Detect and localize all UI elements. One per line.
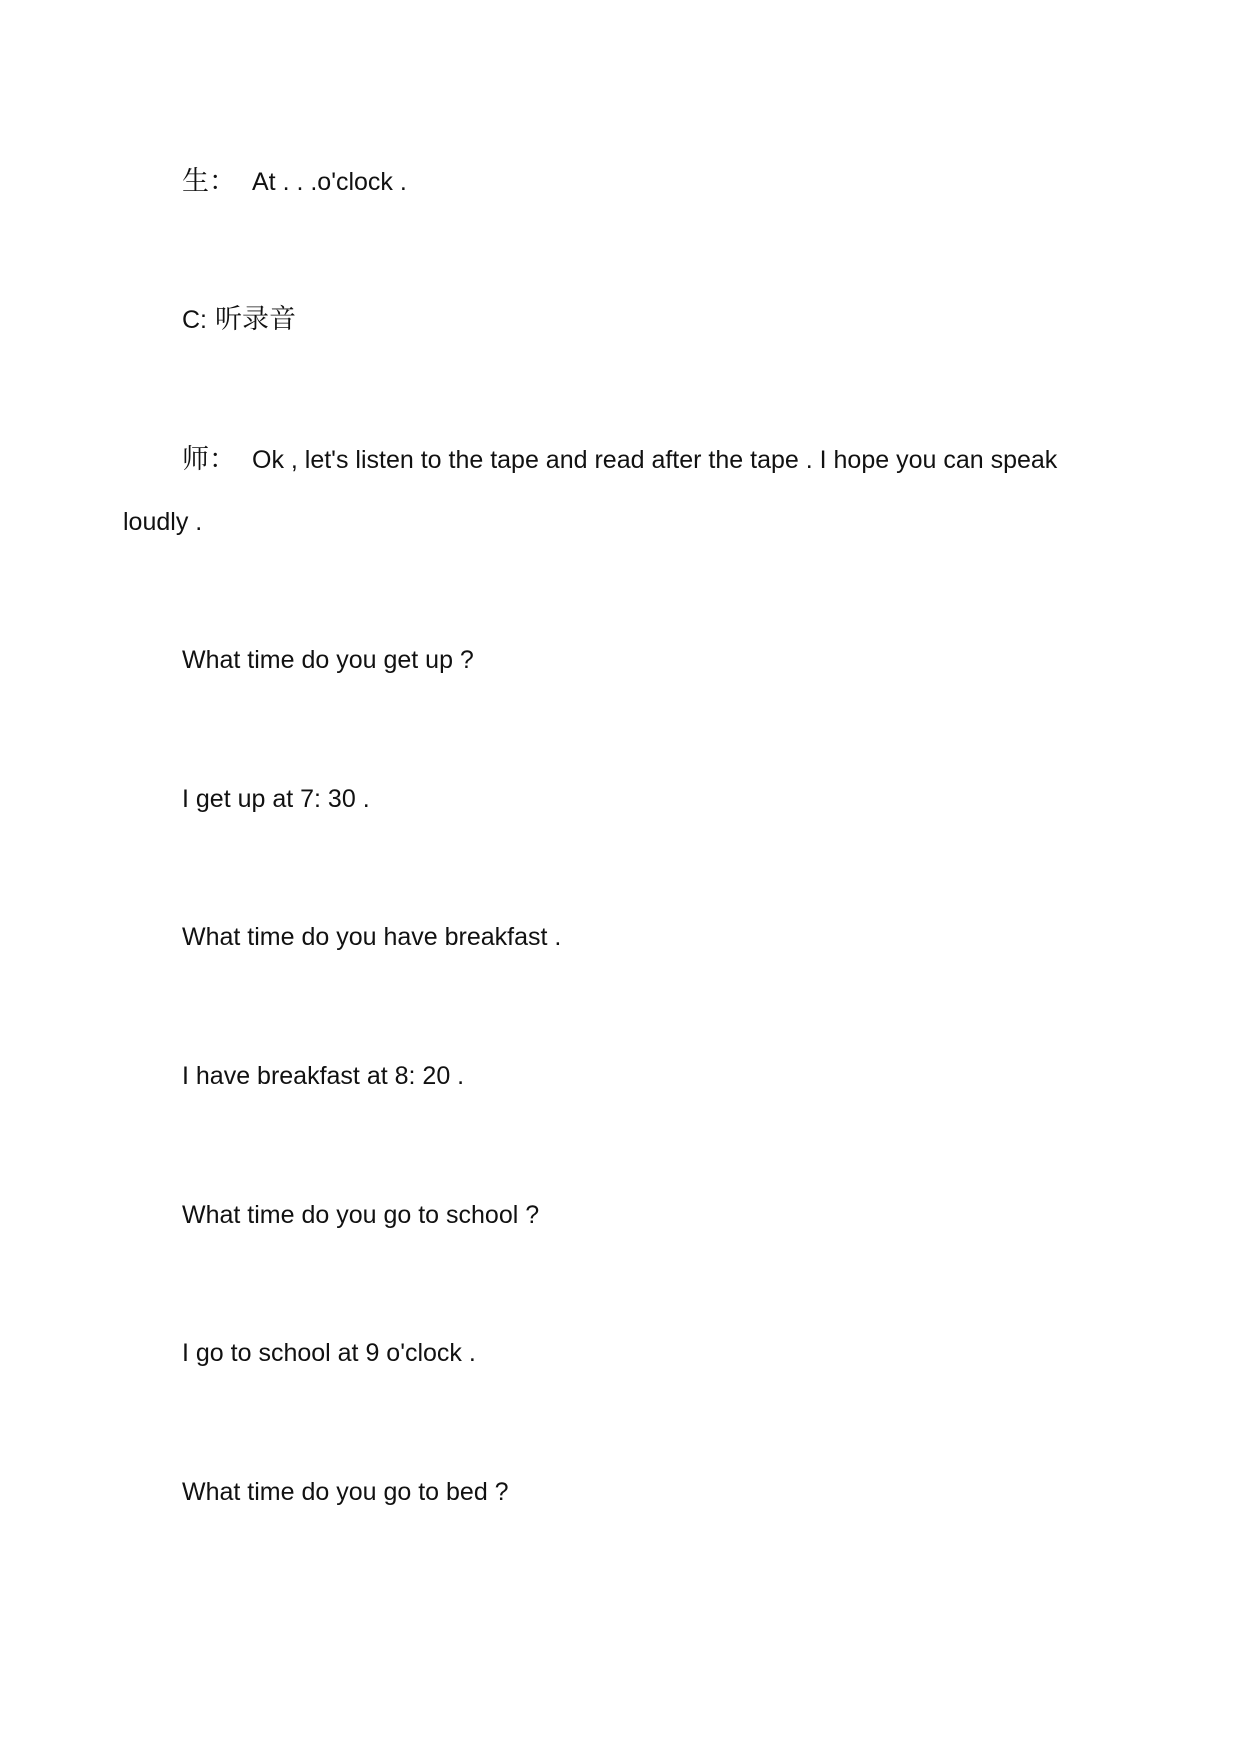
dialogue-line	[182, 648, 474, 673]
line-text: 听录音	[215, 304, 296, 335]
line-text: What time do you have breakfast .	[182, 923, 562, 951]
dialogue-line-teacher	[182, 446, 1057, 473]
dialogue-line	[182, 1203, 539, 1228]
line-text: loudly .	[123, 508, 203, 536]
line-text: I get up at 7: 30 .	[182, 785, 370, 813]
dialogue-line	[182, 1064, 464, 1089]
dialogue-line-student	[182, 168, 407, 195]
line-text: What time do you go to school ?	[182, 1201, 540, 1229]
dialogue-line-continuation	[123, 510, 202, 535]
dialogue-line	[182, 925, 561, 950]
line-text: What time do you get up ?	[182, 646, 474, 674]
line-text: Ok , let's listen to the tape and read after the tape . I hope you can speak	[252, 446, 1058, 474]
dialogue-line	[182, 787, 370, 812]
speaker-label: 师：	[182, 444, 236, 475]
line-text: What time do you go to bed ?	[182, 1478, 509, 1506]
section-label: C:	[182, 306, 207, 334]
line-text: I have breakfast at 8: 20 .	[182, 1062, 465, 1090]
dialogue-line	[182, 1480, 509, 1505]
dialogue-line-section-c	[182, 306, 296, 333]
dialogue-line	[182, 1341, 476, 1366]
line-text: At . . .o'clock .	[252, 168, 407, 196]
line-text: I go to school at 9 o'clock .	[182, 1339, 476, 1367]
speaker-label: 生：	[182, 166, 236, 197]
